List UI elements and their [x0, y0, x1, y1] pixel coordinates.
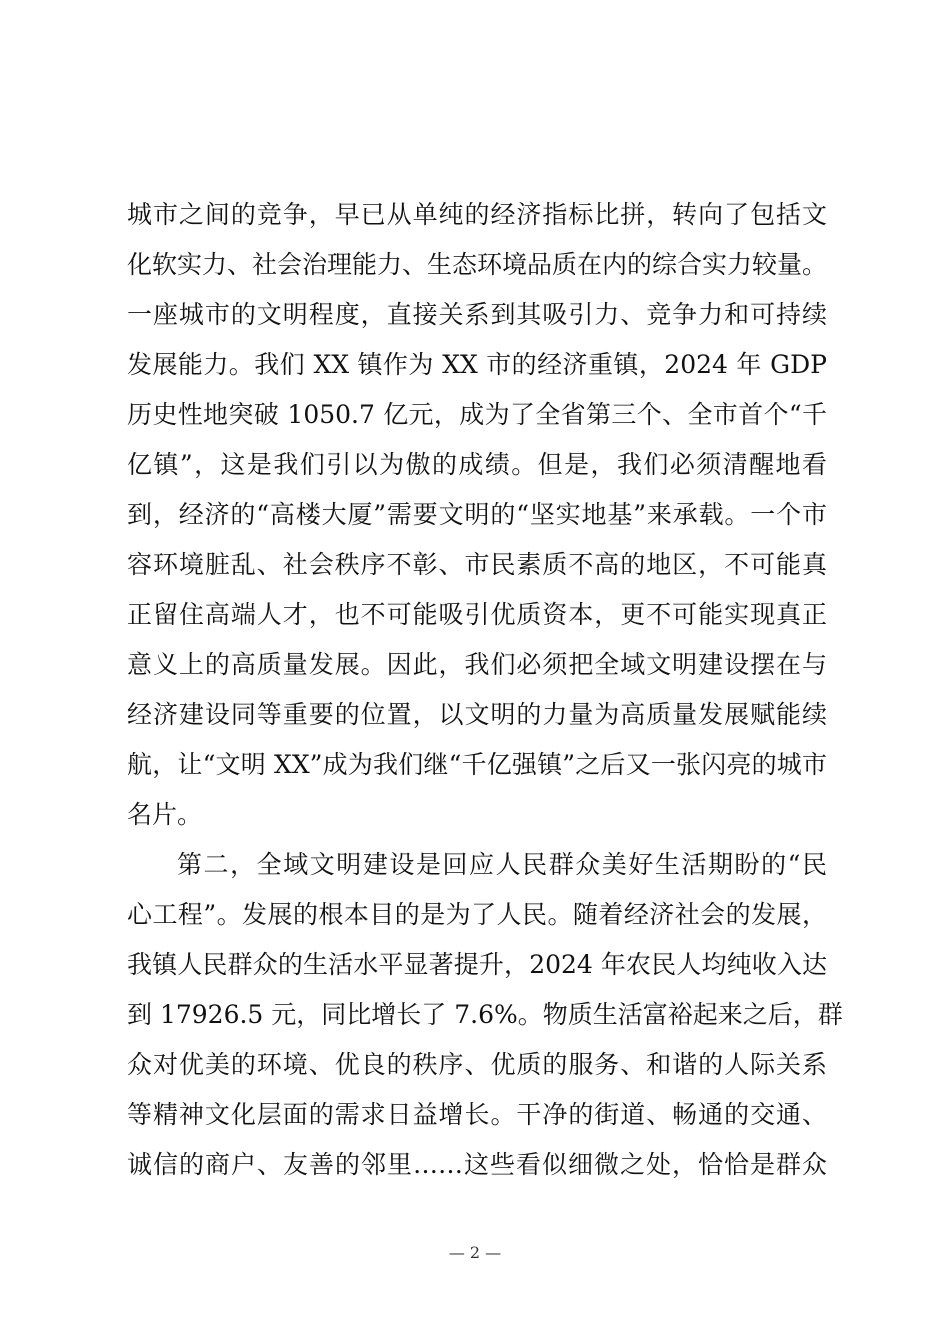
p2-line-6: 等精神文化层面的需求日益增长。干净的街道、畅通的交通、 [127, 1100, 827, 1129]
p1-line-9: 正留住高端人才，也不可能吸引优质资本，更不可能实现真正 [127, 600, 827, 629]
p1-line-7: 到，经济的“高楼大厦”需要文明的“坚实地基”来承载。一个市 [127, 500, 827, 529]
p1-line-8: 容环境脏乱、社会秩序不彰、市民素质不高的地区，不可能真 [127, 550, 827, 579]
p2-line-3: 我镇人民群众的生活水平显著提升，2024 年农民人均纯收入达 [127, 950, 827, 979]
p1-line-5: 历史性地突破 1050.7 亿元，成为了全省第三个、全市首个“千 [127, 400, 827, 429]
p1-line-12: 航，让“文明 XX”成为我们继“千亿强镇”之后又一张闪亮的城市 [127, 750, 827, 779]
p1-line-1: 城市之间的竞争，早已从单纯的经济指标比拼，转向了包括文 [127, 200, 827, 229]
page-number: — 2 — [448, 1243, 502, 1262]
p2-line-1: 第二，全域文明建设是回应人民群众美好生活期盼的“民 [177, 850, 827, 879]
body-text [127, 190, 843, 1190]
p1-line-3: 一座城市的文明程度，直接关系到其吸引力、竞争力和可持续 [127, 300, 827, 329]
p1-line-6: 亿镇”，这是我们引以为傲的成绩。但是，我们必须清醒地看 [127, 450, 827, 479]
p2-line-7: 诚信的商户、友善的邻里……这些看似细微之处，恰恰是群众 [127, 1150, 827, 1179]
p1-line-4: 发展能力。我们 XX 镇作为 XX 市的经济重镇，2024 年 GDP [127, 350, 827, 379]
p2-line-2: 心工程”。发展的根本目的是为了人民。随着经济社会的发展， [127, 900, 827, 929]
p1-line-13: 名片。 [127, 800, 203, 829]
p1-line-10: 意义上的高质量发展。因此，我们必须把全域文明建设摆在与 [127, 650, 827, 679]
p2-line-5: 众对优美的环境、优良的秩序、优质的服务、和谐的人际关系 [127, 1050, 827, 1079]
p2-line-4: 到 17926.5 元，同比增长了 7.6%。物质生活富裕起来之后，群 [127, 1000, 843, 1029]
p1-line-11: 经济建设同等重要的位置，以文明的力量为高质量发展赋能续 [127, 700, 827, 729]
p1-line-2: 化软实力、社会治理能力、生态环境品质在内的综合实力较量。 [127, 250, 828, 279]
